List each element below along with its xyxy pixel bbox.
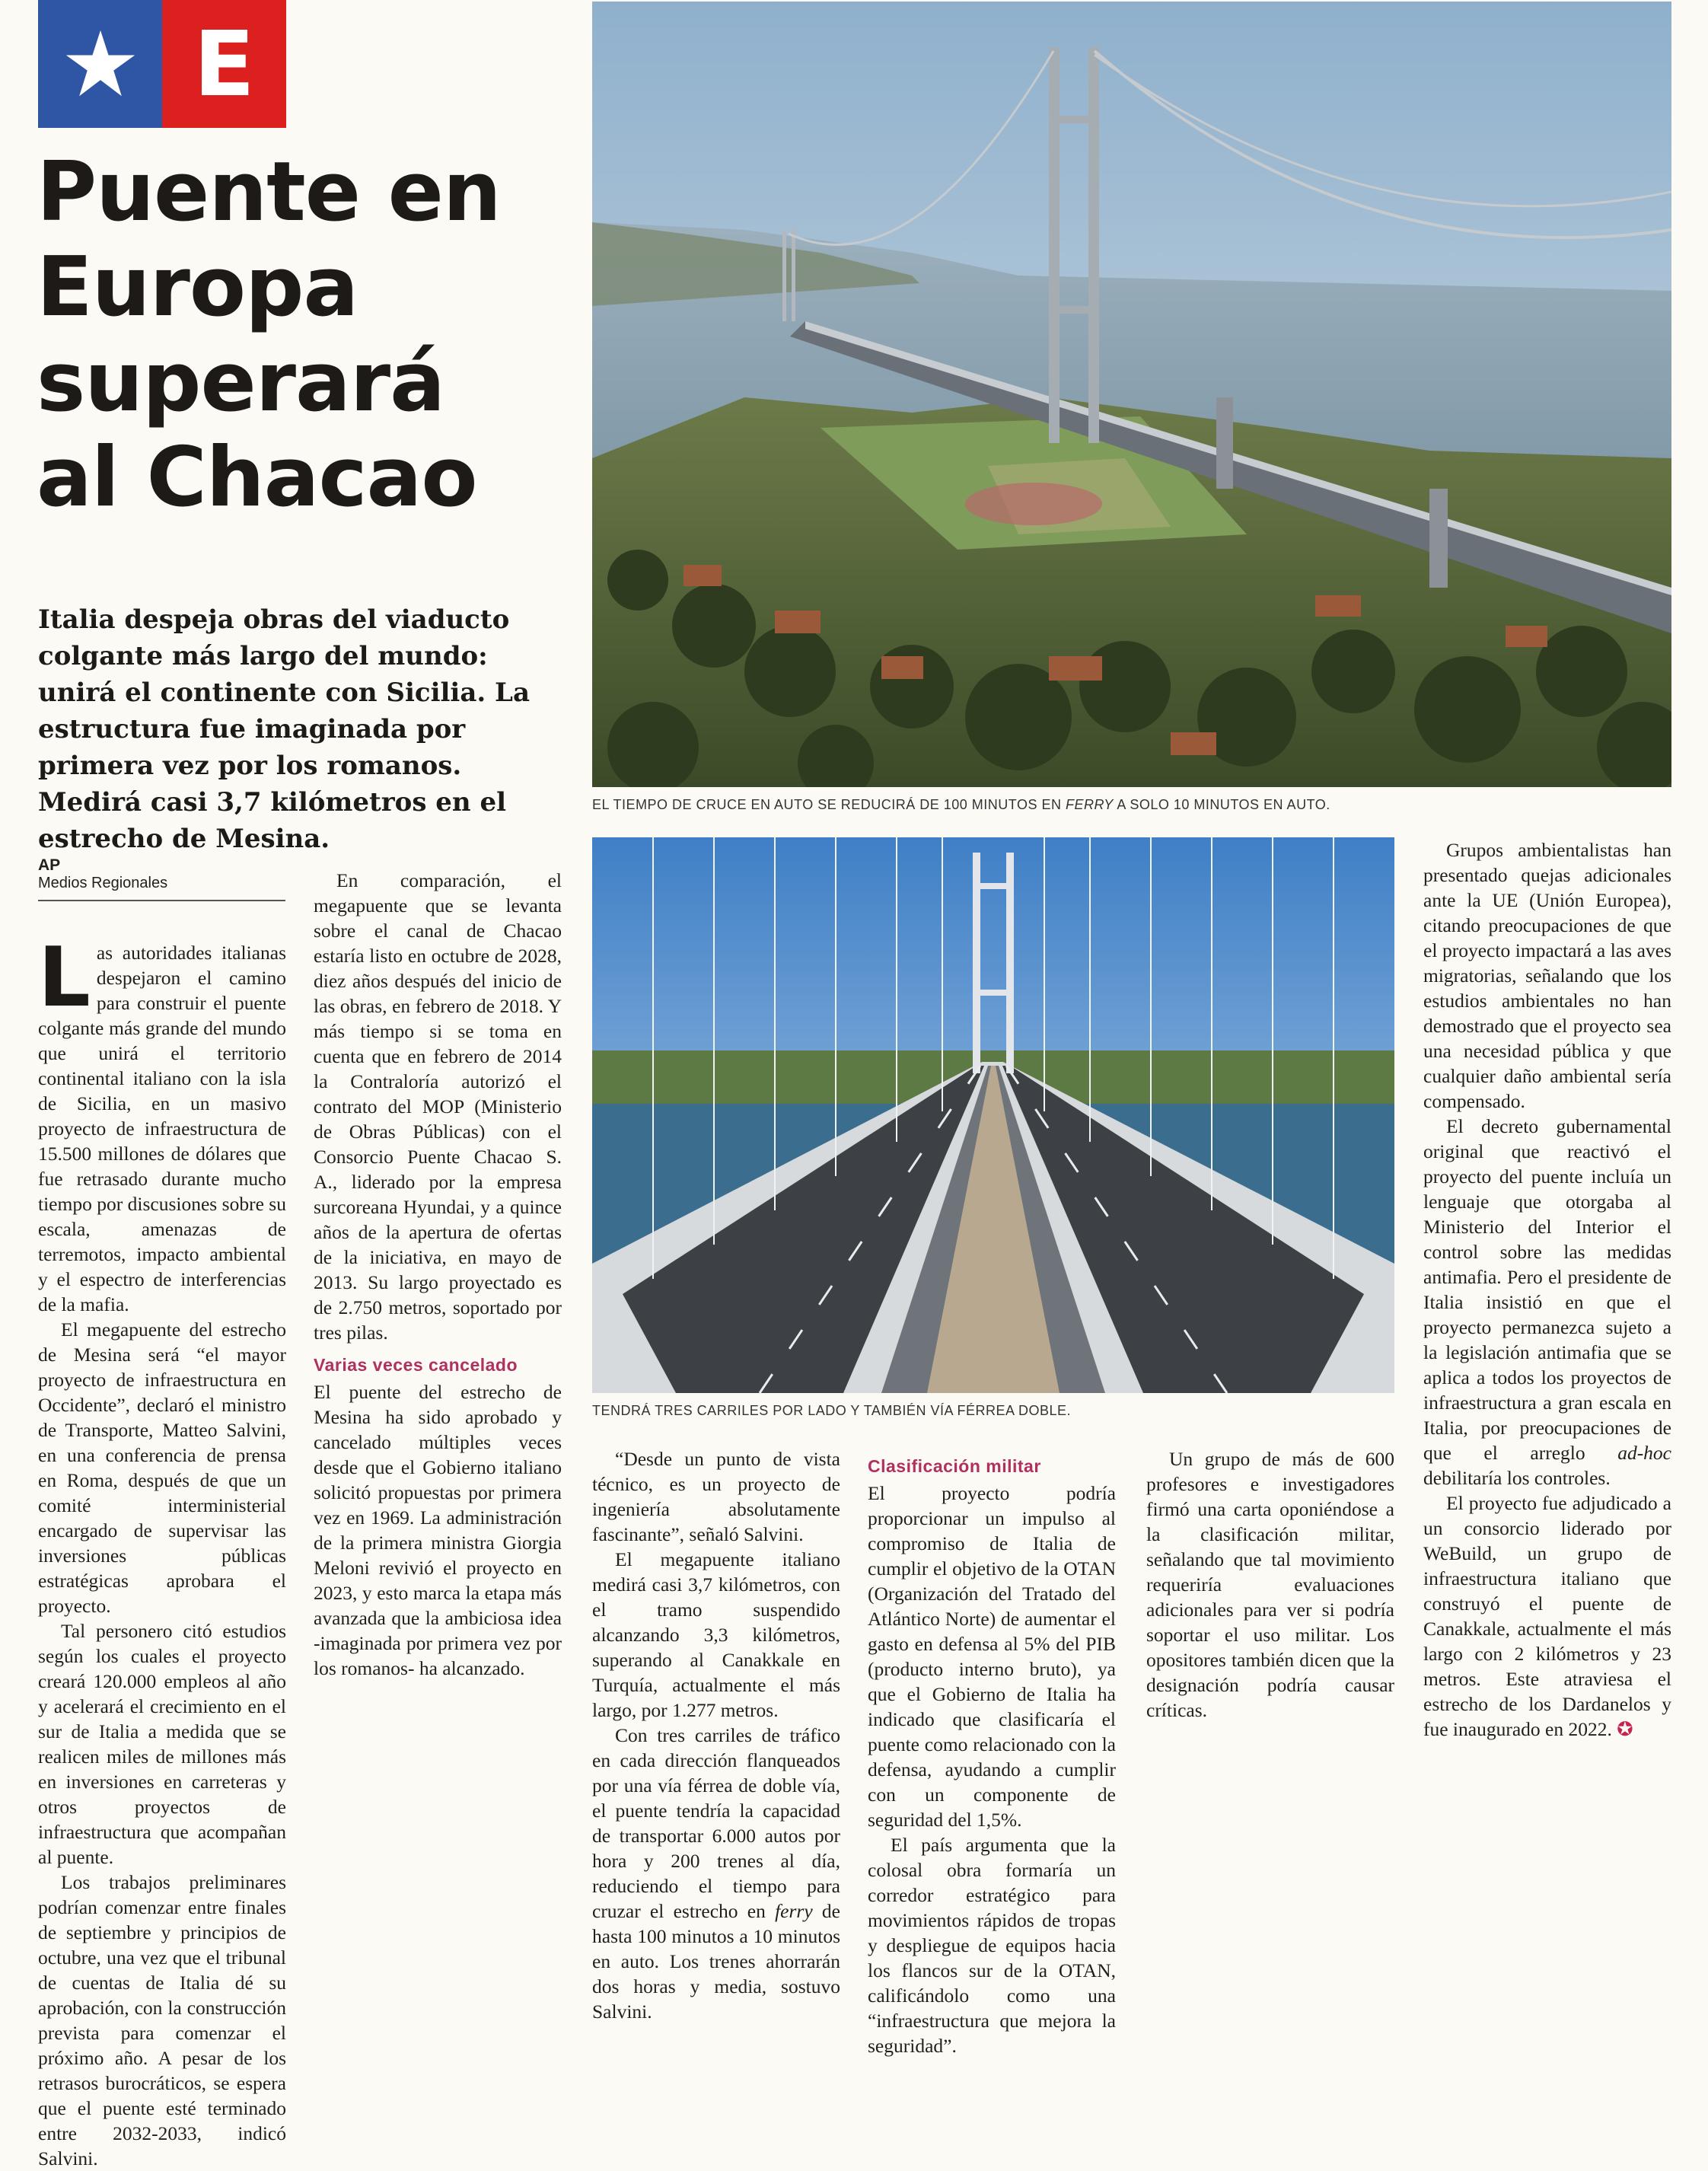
photo1-caption-text-end: A SOLO 10 MINUTOS EN AUTO.: [1113, 797, 1330, 812]
bridge-aerial-photo: [592, 2, 1671, 787]
bridge-aerial-illustration: [592, 2, 1671, 787]
article-paragraph: [1423, 1114, 1671, 1490]
subhead-militar: Clasificación militar: [868, 1456, 1041, 1476]
article-paragraph: Un grupo de más de 600 profesores e investigadores firmó una carta oponiéndose a la clasificación militar, señalando que tal movimiento requeriría evaluaciones adicionales para ver si podría soportar el uso militar. Los opositores también dicen que la designación podría causar críticas.: [1146, 1448, 1394, 1721]
paragraph-text: El decreto gubernamental original que reactivó el proyecto del puente incluía un lenguaje que otorgaba al Ministerio del Interior el control sobre las medidas antimafia. Pero el presidente de Italia insistió en que el proyecto permanezca sujeto a la legislación antimafia que se aplica a todos los proyectos de infraestructura a gran escala en Italia, por preocupaciones de que el arreglo: [1423, 1115, 1671, 1464]
article-column-3: [592, 1446, 840, 2024]
paragraph-ferry: ferry: [775, 1900, 813, 1922]
headline: Puente en Europa superará al Chacao: [37, 145, 501, 525]
photo1-caption-text: EL TIEMPO DE CRUCE EN AUTO SE REDUCIRÁ DE 100 MINUTOS EN: [592, 797, 1066, 812]
end-mark-icon: ✪: [1617, 1718, 1633, 1741]
paragraph-text: El proyecto fue adjudicado a un consorcio liderado por WeBuild, un grupo de infraestructura italiano que construyó el puente de Canakkale, actualmente el más largo con 2 kilómetros y 23 metros. Este atraviesa el estrecho de los Dardanelos y fue inaugurado en 2022.: [1423, 1492, 1671, 1740]
paragraph-text: as autoridades italianas despejaron el camino para construir el puente colgante más grande del mundo que unirá el territorio continental italiano con la isla de Sicilia, en un masivo proyecto de infraestructura de 15.500 millones de dólares que fue retrasado durante mucho tiempo por discusiones sobre su escala, amenazas de terremotos, impacto ambiental y el espectro de interferencias de la mafia.: [38, 942, 286, 1315]
paragraph-text-end: debilitaría los controles.: [1423, 1467, 1611, 1489]
bridge-deck-photo: [592, 837, 1394, 1393]
paragraph-text: Con tres carriles de tráfico en cada dirección flanqueados por una vía férrea de doble vía, el puente tendría la capacidad de transportar 6.000 autos por hora y 200 trenes al día, reduciendo el tiempo para cruzar el estrecho en: [592, 1724, 840, 1922]
star-icon: [38, 0, 162, 128]
deck: Italia despeja obras del viaducto colgante más largo del mundo: unirá el continente con Sicilia. La estructura fue imaginada por primera vez por los romanos. Medirá casi 3,7 kilómetros en el estrecho de Mesina.: [38, 604, 530, 854]
article-paragraph: Los trabajos preliminares podrían comenzar entre finales de septiembre y principios de octubre, una vez que el tribunal de cuentas de Italia dé su aprobación, con la construcción prevista para comenzar el próximo año. A pesar de los retrasos burocráticos, se espera que el puente esté terminado entre 2032-2033, indicó Salvini.: [38, 1871, 286, 2169]
byline: [38, 856, 285, 901]
article-column-5: [1146, 1446, 1394, 1723]
article-paragraph: El proyecto podría proporcionar un impulso al compromiso de Italia de cumplir el objetivo de la OTAN (Organización del Tratado del Atlántico Norte) de aumentar el gasto en defensa al 5% del PIB (producto interno bruto), ya que el Gobierno de Italia ha indicado que clasificaría el puente como relacionado con la defensa, ayudando a cumplir con un componente de seguridad del 1,5%.: [868, 1482, 1116, 1831]
drop-cap: L: [38, 930, 91, 1025]
article-paragraph: [1423, 1490, 1671, 1742]
article-paragraph: En comparación, el megapuente que se levanta sobre el canal de Chacao estaría listo en octubre de 2028, diez años después del inicio de las obras, en febrero de 2018. Y más tiempo si se toma en cuenta que en febrero de 2014 la Contraloría autorizó el contrato del MOP (Ministerio de Obras Públicas) con el Consorcio Puente Chacao S. A., liderado por la empresa surcoreana Hyundai, y a quince años de la apertura de ofertas de la iniciativa, en mayo de 2013. Su largo proyectado es de 2.750 metros, soportado por tres pilas.: [314, 869, 562, 1344]
article-column-1: [38, 930, 286, 2171]
star-icon-glyph: [64, 27, 137, 100]
article-column-6: [1423, 837, 1671, 1742]
byline-agency: AP: [38, 856, 61, 874]
newspaper-logo: [38, 0, 286, 128]
article-column-2: [314, 868, 562, 1681]
photo1-caption-ferry: FERRY: [1065, 797, 1114, 812]
article-paragraph: Tal personero citó estudios según los cuales el proyecto creará 120.000 empleos al año y acelerará el crecimiento en el sur de Italia a medida que se realicen miles de millones más en inversiones en carreteras y otros proyectos de infraestructura que acompañan al puente.: [38, 1620, 286, 1868]
article-paragraph: El país argumenta que la colosal obra formaría un corredor estratégico para movimientos rápidos de tropas y despliegue de equipos hacia los flancos sur de la OTAN, calificándolo como una “infraestructura que mejora la seguridad”.: [868, 1834, 1116, 2057]
paragraph-text-end: de hasta 100 minutos a 10 minutos en auto. Los trenes ahorrarán dos horas y media, sostuvo Salvini.: [592, 1900, 840, 2023]
article-paragraph: “Desde un punto de vista técnico, es un proyecto de ingeniería absolutamente fascinante”, señaló Salvini.: [592, 1448, 840, 1545]
article-paragraph: [592, 1723, 840, 2024]
photo2-caption: TENDRÁ TRES CARRILES POR LADO Y TAMBIÉN VÍA FÉRREA DOBLE.: [592, 1403, 1072, 1418]
article-paragraph: El puente del estrecho de Mesina ha sido aprobado y cancelado múltiples veces desde que el Gobierno italiano solicitó propuestas por primera vez en 1969. La administración de la primera ministra Giorgia Meloni revivió el proyecto en 2023, y esto marca la etapa más avanzada que la ambiciosa idea -imaginada por primera vez por los romanos- ha alcanzado.: [314, 1381, 562, 1679]
paragraph-adhoc: ad-hoc: [1617, 1442, 1671, 1464]
byline-outlet: Medios Regionales: [38, 875, 168, 891]
article-paragraph: El megapuente italiano medirá casi 3,7 kilómetros, con el tramo suspendido alcanzando 3,3 kilómetros, superando al Canakkale en Turquía, actualmente el más largo, por 1.277 metros.: [592, 1548, 840, 1721]
bridge-deck-illustration: [592, 837, 1394, 1393]
photo1-caption: [592, 797, 1671, 813]
logo-letter: E: [162, 0, 286, 128]
subhead-cancelado: Varias veces cancelado: [314, 1355, 518, 1375]
article-paragraph: [38, 930, 286, 1317]
article-paragraph: Grupos ambientalistas han presentado quejas adicionales ante la UE (Unión Europea), citando preocupaciones de que el proyecto impactará a las aves migratorias, señalando que los estudios ambientales no han demostrado que el proyecto sea una necesidad pública y que cualquier daño ambiental sería compensado.: [1423, 839, 1671, 1112]
article-paragraph: El megapuente del estrecho de Mesina será “el mayor proyecto de infraestructura en Occidente”, declaró el ministro de Transporte, Matteo Salvini, en una conferencia de prensa en Roma, después de que un comité interministerial encargado de supervisar las inversiones públicas estratégicas aprobara el proyecto.: [38, 1318, 286, 1617]
article-column-4: [868, 1446, 1116, 2058]
